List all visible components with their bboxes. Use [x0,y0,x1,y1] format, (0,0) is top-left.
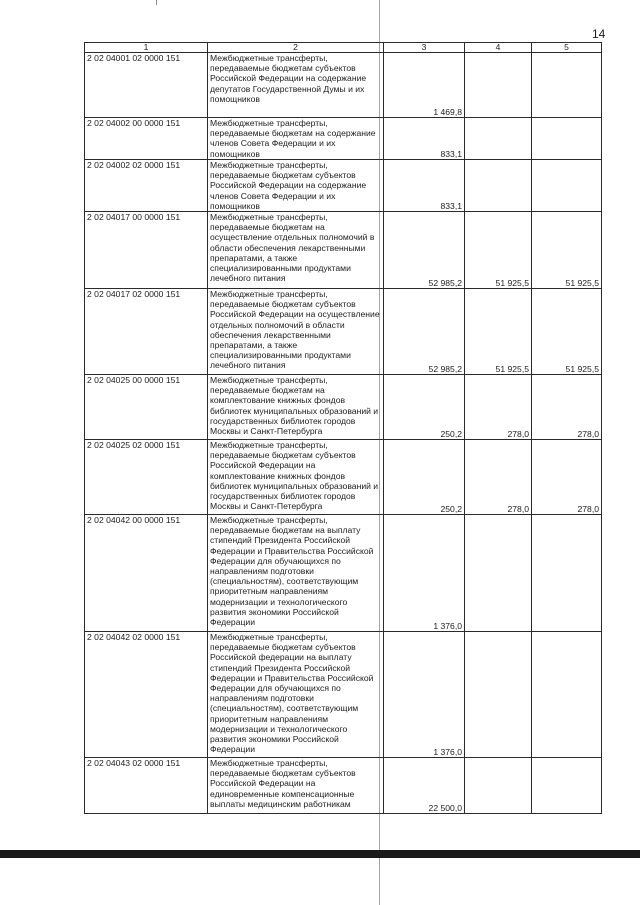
amount-col3: 1 469,8 [384,53,465,118]
row-description: Межбюджетные трансферты, передаваемые бюджетам субъектов Российской Федерации на осуществление отдельных полномочий в области обеспечения лекарственными препаратами, а также специализированными продуктами лечебного питания [208,289,384,375]
amount-col3: 833,1 [384,160,465,212]
budget-code: 2 02 04001 02 0000 151 [85,53,208,118]
amount-col4 [465,160,532,212]
budget-table [84,42,602,814]
budget-code: 2 02 04042 00 0000 151 [85,515,208,632]
budget-code: 2 02 04002 00 0000 151 [85,118,208,160]
amount-col4 [465,758,532,814]
column-header-2: 2 [208,43,384,53]
row-description: Межбюджетные трансферты, передаваемые бюджетам субъектов Российской Федерации на содержание депутатов Государственной Думы и их помощников [208,53,384,118]
budget-code: 2 02 04042 02 0000 151 [85,632,208,758]
row-description: Межбюджетные трансферты, передаваемые бюджетам на выплату стипендий Президента Российской Федерации и Правительства Российской Федерации для обучающихся по направлениям подготовки (специальностям), соответствующим приоритетным направлениям модернизации и технологического развития экономики Российской Федерации [208,515,384,632]
scan-artifact-bottom-band [0,850,640,858]
amount-col4 [465,515,532,632]
header-row [85,43,602,53]
amount-col5: 278,0 [532,440,602,515]
amount-col4 [465,53,532,118]
budget-code: 2 02 04025 00 0000 151 [85,375,208,440]
table-row [85,375,602,440]
amount-col3: 52 985,2 [384,212,465,289]
row-description: Межбюджетные трансферты, передаваемые бюджетам на комплектование книжных фондов библиотек муниципальных образований и государственных библиотек городов Москвы и Санкт-Петербурга [208,375,384,440]
table-row [85,160,602,212]
table-row [85,53,602,118]
amount-col3: 250,2 [384,440,465,515]
amount-col3: 1 376,0 [384,632,465,758]
table-row [85,515,602,632]
column-header-4: 4 [465,43,532,53]
amount-col4 [465,118,532,160]
amount-col4: 278,0 [465,440,532,515]
table-row [85,440,602,515]
row-description: Межбюджетные трансферты, передаваемые бюджетам на осуществление отдельных полномочий в области обеспечения лекарственными препаратами, а также специализированными продуктами лечебного питания [208,212,384,289]
row-description: Межбюджетные трансферты, передаваемые бюджетам субъектов Российской Федерации на единовременные компенсационные выплаты медицинским работникам [208,758,384,814]
amount-col3: 1 376,0 [384,515,465,632]
amount-col5 [532,758,602,814]
amount-col5: 278,0 [532,375,602,440]
amount-col4: 51 925,5 [465,289,532,375]
table-row [85,632,602,758]
row-description: Межбюджетные трансферты, передаваемые бюджетам субъектов Российской Федерации на комплектование книжных фондов библиотек муниципальных образований и государственных библиотек городов Москвы и Санкт-Петербурга [208,440,384,515]
amount-col5: 51 925,5 [532,289,602,375]
amount-col3: 250,2 [384,375,465,440]
table-row [85,289,602,375]
budget-code: 2 02 04043 02 0000 151 [85,758,208,814]
column-header-3: 3 [384,43,465,53]
amount-col5 [532,118,602,160]
amount-col4: 51 925,5 [465,212,532,289]
amount-col3: 833,1 [384,118,465,160]
column-header-5: 5 [532,43,602,53]
table-row [85,758,602,814]
amount-col5 [532,632,602,758]
page-number: 14 [592,27,606,41]
amount-col5 [532,160,602,212]
amount-col3: 52 985,2 [384,289,465,375]
amount-col5 [532,53,602,118]
amount-col3: 22 500,0 [384,758,465,814]
budget-code: 2 02 04017 02 0000 151 [85,289,208,375]
scan-artifact-vertical-line [379,0,380,905]
amount-col4 [465,632,532,758]
row-description: Межбюджетные трансферты, передаваемые бюджетам на содержание членов Совета Федерации и их помощников [208,118,384,160]
column-header-1: 1 [85,43,208,53]
amount-col5 [532,515,602,632]
budget-code: 2 02 04025 02 0000 151 [85,440,208,515]
table-row [85,118,602,160]
amount-col4: 278,0 [465,375,532,440]
budget-code: 2 02 04017 00 0000 151 [85,212,208,289]
row-description: Межбюджетные трансферты, передаваемые бюджетам субъектов Российской Федерации на содержание членов Совета Федерации и их помощников [208,160,384,212]
budget-code: 2 02 04002 02 0000 151 [85,160,208,212]
scan-artifact-top-tick [156,0,157,5]
amount-col5: 51 925,5 [532,212,602,289]
row-description: Межбюджетные трансферты, передаваемые бюджетам субъектов Российской федерации на выплату стипендий Президента Российской Федерации и Правительства Российской Федерации для обучающихся по направлениям подготовки (специальностям), соответствующим приоритетным направлениям модернизации и технологического развития экономики Российской Федерации [208,632,384,758]
table-row [85,212,602,289]
